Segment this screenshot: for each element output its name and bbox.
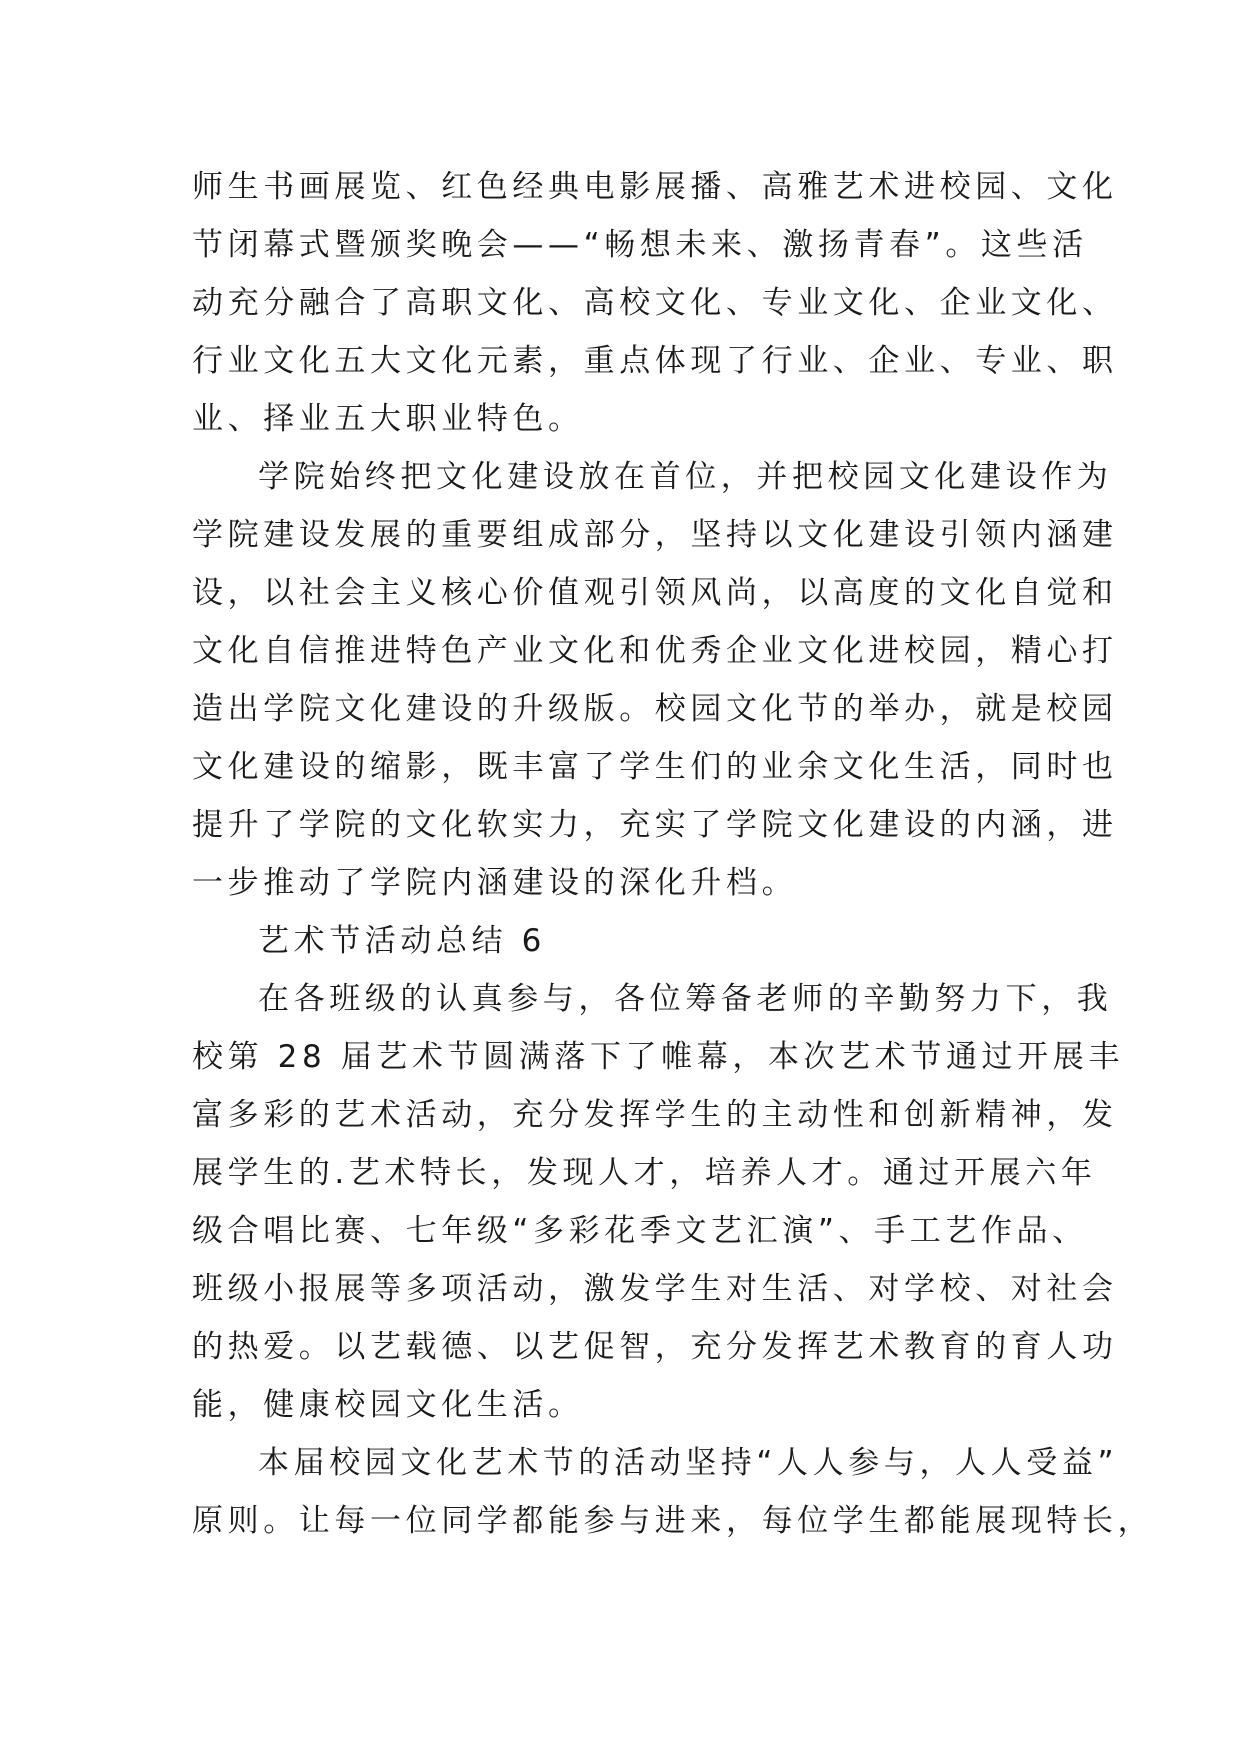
- text-line: 一步推动了学院内涵建设的深化升档。: [192, 865, 798, 901]
- paragraph: [192, 970, 1124, 1434]
- text-line: 动充分融合了高职文化、高校文化、专业文化、企业文化、: [192, 285, 1118, 321]
- text-line: 班级小报展等多项活动，激发学生对生活、对学校、对社会: [192, 1271, 1118, 1307]
- paragraph: [192, 158, 1118, 448]
- text-line: 造出学院文化建设的升级版。校园文化节的举办，就是校园: [192, 691, 1118, 727]
- text-line: 文化建设的缩影，既丰富了学生们的业余文化生活，同时也: [192, 749, 1118, 785]
- text-line: 设，以社会主义核心价值观引领风尚，以高度的文化自觉和: [192, 575, 1118, 611]
- text-line: 校第 28 届艺术节圆满落下了帷幕，本次艺术节通过开展丰: [192, 1039, 1124, 1075]
- text-line: 学院建设发展的重要组成部分，坚持以文化建设引领内涵建: [192, 517, 1118, 553]
- text-line: 能，健康校园文化生活。: [192, 1387, 584, 1423]
- section-heading: [192, 912, 1072, 970]
- text-line: 文化自信推进特色产业文化和优秀企业文化进校园，精心打: [192, 633, 1118, 669]
- text-line: 原则。让每一位同学都能参与进来，每位学生都能展现特长，: [192, 1503, 1154, 1539]
- text-line: 在各班级的认真参与，各位筹备老师的辛勤努力下，我: [258, 981, 1113, 1017]
- paragraph: [192, 448, 1118, 912]
- text-line: 展学生的.艺术特长，发现人才，培养人才。通过开展六年: [192, 1155, 1097, 1191]
- text-line: 富多彩的艺术活动，充分发挥学生的主动性和创新精神，发: [192, 1097, 1118, 1133]
- document-body: [192, 158, 1154, 1550]
- text-line: 业、择业五大职业特色。: [192, 401, 584, 437]
- paragraph: [192, 1434, 1154, 1550]
- text-line: 提升了学院的文化软实力，充实了学院文化建设的内涵，进: [192, 807, 1118, 843]
- text-line: 节闭幕式暨颁奖晚会——“畅想未来、激扬青春”。这些活: [192, 227, 1088, 263]
- text-line: 本届校园文化艺术节的活动坚持“人人参与，人人受益”: [258, 1445, 1119, 1481]
- text-line: 师生书画展览、红色经典电影展播、高雅艺术进校园、文化: [192, 169, 1118, 205]
- text-line: 级合唱比赛、七年级“多彩花季文艺汇演”、手工艺作品、: [192, 1213, 1088, 1249]
- text-line: 学院始终把文化建设放在首位，并把校园文化建设作为: [258, 459, 1113, 495]
- text-line: 行业文化五大文化元素，重点体现了行业、企业、专业、职: [192, 343, 1118, 379]
- text-line: 的热爱。以艺载德、以艺促智，充分发挥艺术教育的育人功: [192, 1329, 1118, 1365]
- heading-text: 艺术节活动总结 6: [258, 923, 546, 959]
